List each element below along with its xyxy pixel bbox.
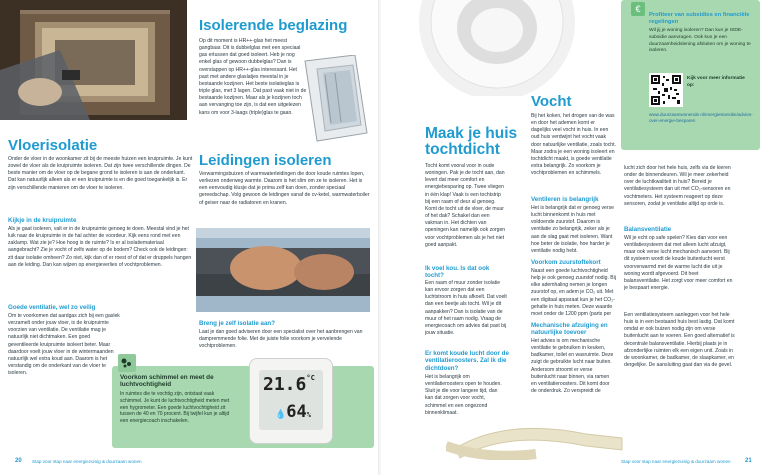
ventileren-subheading: Ventileren is belangrijk [531,196,599,203]
kruipruimte-subheading: Kijkje in de kruipruimte [8,217,77,224]
kou-tocht-text: Een raam of muur zonder isolatie kan ervoor zorgen dat een luchtstroom in huis afkoelt. Dat voelt dan een beetje als tocht. Wil je dit aanpakken? Dan is isolatie van de muur of het raam nodig. Vraag de energiecoach om advies dat past bij jouw situatie. [425,280,507,337]
qr-code[interactable] [649,73,683,107]
vocht-continued-text: lucht zich door het hele huis, zelfs via de kieren onder de binnendeuren. Wil je meer zekerheid over de luchtkwaliteit in huis? Bereid je ventilatiesysteem dan uit met CO₂-sensoren en vochtmeters. Het systeem reageert op deze sensoren, zodat je ventilatie altijd op orde is. [624,165,731,207]
hygrometer-humidity: 💧64% [275,402,311,422]
vloerisolatie-heading: Vloerisolatie [8,137,98,154]
kruipruimte-text: Als je gaat isoleren, valt er in de kruipruimte genoeg te doen. Meestal vind je het luik naar de kruipruimte in de hal achter de voordeur. Kijk eens rond met een zaklamp. Wat zie je? Hoe hoog is de ruimte? Is er al isolatiemateriaal aangebracht? Zie je vocht of zelfs water op de bodem? Check ook de leidingen: zit daar isolatie omheen? Zo niet, kijk dan of er roest of of dat er druppels hangen aan de leiding. Dan kan wijzen op energieverlies of vochtproblemen. [8,226,192,268]
tochtdicht-text: Tocht komt vooral voor in oude woningen. Pak je de tocht aan, dan levert dat meer comfort en energiebesparing op. Twee vliegen in één klap! Vaak is een tochtstrip bij een raam of deur al genoeg. Komt de tocht uit de vloer, de muur of het dak? Schakel dan een vakman in. Het dichten van openingen kan namelijk ook zorgen voor vochtproblemen als je het niet goed aanpakt. [425,163,506,248]
crawlspace-photo [0,0,187,120]
hygrometer-screen [259,370,323,430]
right-page [381,0,760,475]
kou-tocht-subheading: Ik voel kou. Is dat ook tocht? [425,265,490,280]
balansventilatie-text-2: Een ventilatiesysteem aanleggen voor het hele huis is in een bestaand huis best lastig. Dat komt omdat er ook buizen nodig zijn om verse buitenlucht aan te voeren. Een goed alternatief is decentrale balansventilatie. Hierbij plaats je in afzonderlijke ruimten elk een eigen unit. Zoals in de woonkamer, de badkamer, de slaapkamer, en dergelijke. De aansluiting gaat dan via de gevel. [624,312,735,369]
subsidy-url[interactable]: www.duurzaamwonende.nl/energietransitie/advies-over-energie-besparen [649,112,753,124]
right-footer: Stap voor stap naar energiezuinig & duurzaam wonen [621,459,731,464]
schimmel-info-box [112,366,374,448]
vocht-heading: Vocht [531,93,572,110]
ventilatieroosters-subheading: Er komt koude lucht door de ventilatieroosters. Zal ik die dichtdoen? [425,350,509,372]
hygrometer-device [249,358,333,444]
crawlspace-illustration [0,0,187,120]
schimmel-box-title: Voorkom schimmel en meet de luchtvochtigheid [120,374,214,389]
afzuiging-text: Het advies is om mechanische ventilatie te gebruiken in keuken, badkamer, toilet en wasruimte. Deze zuigt de gebruikte lucht naar buiten. Andersom stroomt er verse buitenlucht naar binnen, via ramen en ventilatieroosters. Dit komt door de onderdruk. Zo verspreidt de [531,338,614,395]
qr-caption: Kijk voor meer informatie op: [687,76,745,88]
ventilation-grille-photo [381,0,613,96]
ventileren-text: Het is belangrijk dat er genoeg verse lucht binnenkomt in huis met voldoende zuurstof. Daarom is ventilatie zo belangrijk, zeker als je aan de slag gaat met isoleren. Want hoe beter de isolatie, hoe harder je ventilatie nodig hebt. [531,205,614,254]
beglazing-heading: Isolerende beglazing [199,17,348,34]
tochtdicht-heading: Maak je huis tochtdicht [425,125,518,159]
subsidy-info-box [621,0,760,150]
left-page [0,0,379,475]
mold-icon [118,354,136,372]
ventilatie-subheading: Goede ventilatie, wel zo veilig [8,304,96,311]
zuurstoftekort-text: Naast een goede luchtvochtigheid help je ook genoeg zuurstof nodig. Bij elke ademhaling nemen je longen zuurstof op, en adem je CO₂ uit. Met een digitaal apparaat kun je het CO₂-gehalte in huis meten. Deze waarde moet onder de 1200 ppm (parts per [531,268,616,317]
hygrometer-temperature: $21.6^{^\circ C}$ [263,374,315,395]
left-footer: Stap voor stap naar energiezuinig & duurzaam wonen [32,459,142,464]
ventilatie-text: Om te voorkomen dat aardgas zich bij een gaslek verzamelt onder jouw vloer, is de kruipruimte voorzien van ventilatie. De ventilatie mag je natuurlijk niet dichtmaken. Een goed geventileerde kruipruimte isoleert beter. Maar daardoor voelt jouw vloer in de wintermaanden natuurlijk wel extra koud aan. Daarom is het verstandig om de onderkant van de vloer te isoleren. [8,313,120,377]
balansventilatie-subheading: Balansventilatie [624,226,672,233]
ventilatieroosters-text: Het is belangrijk om ventilatieroosters open te houden. Sluit je die voor langere tijd, dan kan dat zorgen voor vocht, schimmel en een ongezond binnenklimaat. [425,374,502,416]
left-page-number: 20 [15,458,22,464]
right-page-number: 21 [745,458,752,464]
schimmel-box-text: In ruimtes die te vochtig zijn, ontstaat vaak schimmel. Je kunt de luchtvochtigheid meten met een hygrometer. Een goede luchtvochtigheid zit tussen de 40 en 70 procent. Bij twijfel kun je altijd een energiecoach inschakelen. [120,391,230,425]
zelf-isolatie-text: Laat je dan goed adviseren door een specialist over het aanbrengen van dampremmende folie. Met de juiste folie voorkom je vervelende vochtproblemen. [199,329,363,350]
pipe-insulation-photo [196,228,370,312]
zuurstoftekort-subheading: Voorkom zuurstoftekort [531,259,601,266]
balansventilatie-text: Wil je echt op safe spelen? Kies dan voor een ventilatiesysteem dat met alleen lucht afzuigt, maar ook verse lucht mechanisch aanvoert. Bij dit systeem wordt de koude buitenlucht eerst voorverwarmd met de warme lucht die uit je woning wordt afgevoerd. Dit heet balansventilatie. Het zorgt voor meer comfort en je bespaart energie. [624,235,733,292]
vloerisolatie-intro: Onder de vloer in de woonkamer zit bij de meeste huizen een kruipruimte. Je kunt zowel de vloer als de kruipruimte isoleren. Dat zijn twee verschillende dingen. De beste manier om de vloer op de begane grond te isoleren is aan de onderkant. Dat kan natuurlijk alleen als er een kruipruimte is en die goed toegankelijk is. Er zijn verschillende manieren om de vloer te isoleren. [8,156,193,191]
weather-strip-photo [446,388,626,460]
subsidy-text: Wil jij je woning isoleren? Dan kun je ISDE-subsidie aanvragen. Ook kun je een duurzaamheidslening afsluiten om je woning te isoleren. [649,28,751,54]
droplet-icon: 💧 [275,410,287,420]
vocht-intro: Bij het koken, het drogen van de was en door het ademen komt er dagelijks veel vocht in huis. In een oud huis verdwijnt het vocht vaak door natuurlijke ventilatie, zoals tocht. Maar zodra je een woning isoleert en tochtdicht maakt, is goede ventilatie extra belangrijk. Zo voorkom je vochtproblemen en schimmels. [531,113,616,177]
window-frame-photo [295,55,373,143]
subsidy-title: Profiteer van subsidies en financiële regelingen [649,12,750,25]
zelf-isolatie-subheading: Breng je zelf isolatie aan? [199,320,275,327]
leidingen-heading: Leidingen isoleren [199,152,332,169]
leidingen-text: Verwarmingsbuizen of warmwaterleidingen die door koude ruimtes lopen, verliezen onderweg warmte. Daarom is het slim om ze te isoleren. Het is een eenvoudig klusje dat je prima zelf kan doen, zonder speciaal gereedschap. Volg gewoon de leidingen vanaf de cv-ketel, warmwaterboiler of geiser naar de radiatoren en kranen. [199,171,370,206]
beglazing-text: Op dit moment is HR++-glas het meest gangbaar. Dit is dubbelglas met een speciaal gas ertussen dat goed isoleert. Heb je nog enkel glas of gewoon dubbelglas? Dan is overstappen op HR++-glas interessant. Het past met andere glaslatjes meestal in je bestaande kozijnen. Het beste isolatieglas is triple glas, met 3 lagen. Dat past vaak niet in de bestaande kozijnen. Maar als je kozijnen toch aan vervanging toe zijn, is dat een uitgelezen kans om voor 3-laags (triple)glas te gaan. [199,38,307,116]
euro-icon: € [631,2,645,16]
afzuiging-subheading: Mechanische afzuiging en natuurlijke toevoer [531,322,608,337]
